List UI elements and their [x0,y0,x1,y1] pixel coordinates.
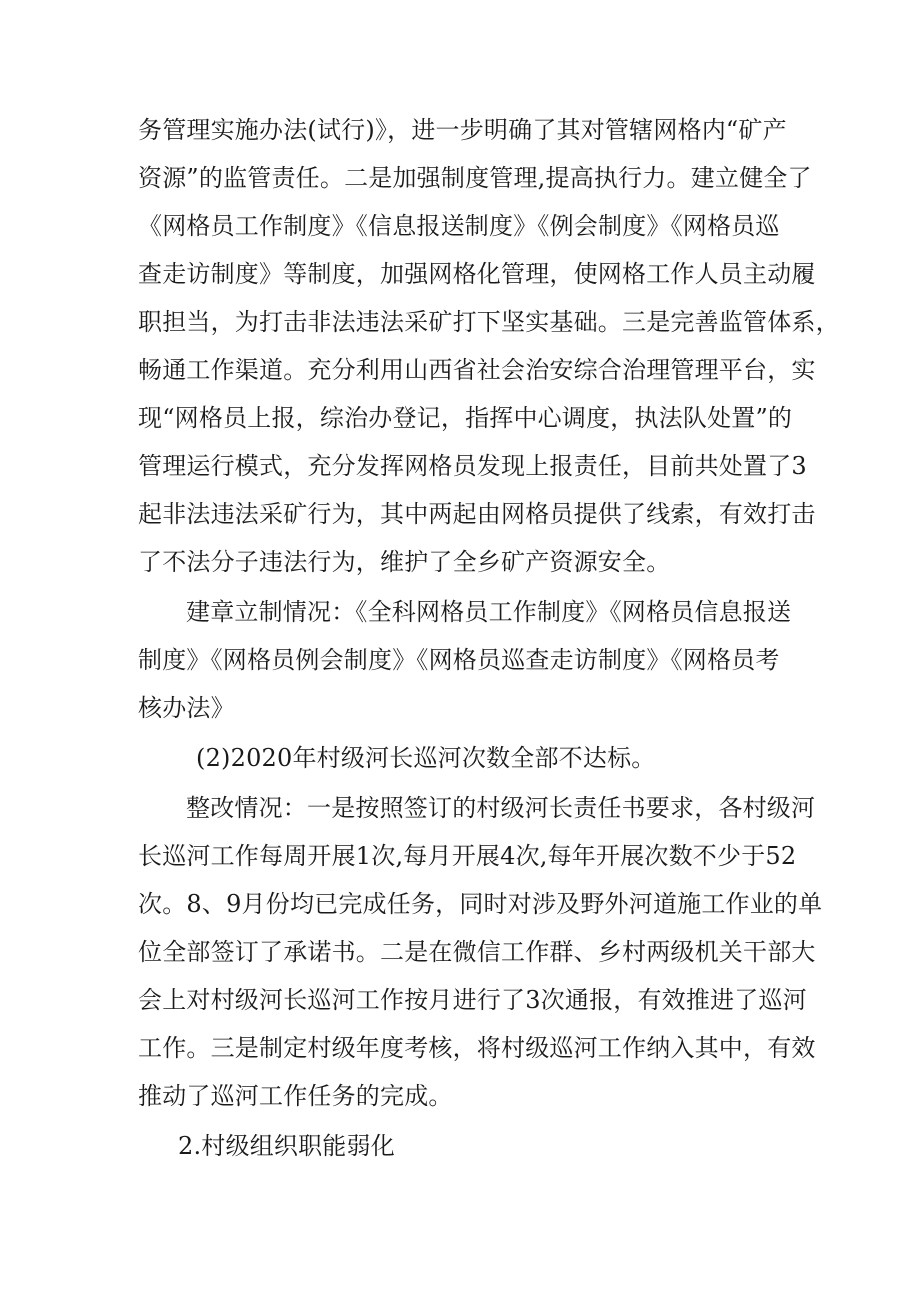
text-line: 长巡河工作每周开展1次,每月开展4次,每年开展次数不少于52 [138,842,797,870]
text-line: 职担当，为打击非法违法采矿打下坚实基础。三是完善监管体系， [138,308,840,336]
text-line: 次。8、9月份均已完成任务，同时对涉及野外河道施工作业的单 [138,890,823,918]
text-line: 畅通工作渠道。充分利用山西省社会治安综合治理管理平台，实 [138,356,816,384]
text-line: 管理运行模式，充分发挥网格员发现上报责任，目前共处置了3 [138,452,807,480]
text-line: 务管理实施办法(试行)》，进一步明确了其对管辖网格内“矿产 [138,116,787,144]
section-heading: (2)2020年村级河长巡河次数全部不达标。 [196,744,656,772]
text-line: 了不法分子违法行为，维护了全乡矿产资源安全。 [138,548,671,576]
text-line: 资源”的监管责任。二是加强制度管理,提高执行力。建立健全了 [138,164,812,192]
text-line: 位全部签订了承诺书。二是在微信工作群、乡村两级机关干部大 [138,938,816,966]
text-line: 会上对村级河长巡河工作按月进行了3次通报，有效推进了巡河 [138,986,807,1014]
text-line: 现“网格员上报，综治办登记，指挥中心调度，执法队处置”的 [138,404,793,432]
section-heading: 2.村级组织职能弱化 [178,1132,395,1160]
text-line: 制度》《网格员例会制度》《网格员巡查走访制度》《网格员考 [138,646,780,674]
text-line: 核办法》 [138,694,235,722]
text-line: 推动了巡河工作任务的完成。 [138,1082,453,1110]
text-line: 工作。三是制定村级年度考核，将村级巡河工作纳入其中，有效 [138,1034,816,1062]
text-line: 起非法违法采矿行为，其中两起由网格员提供了线索，有效打击 [138,500,816,528]
text-line: 《网格员工作制度》《信息报送制度》《例会制度》《网格员巡 [138,212,780,240]
text-line: 建章立制情况：《全科网格员工作制度》《网格员信息报送 [186,598,792,626]
text-line: 查走访制度》等制度，加强网格化管理，使网格工作人员主动履 [138,260,816,288]
text-line: 整改情况：一是按照签订的村级河长责任书要求，各村级河 [186,794,816,822]
